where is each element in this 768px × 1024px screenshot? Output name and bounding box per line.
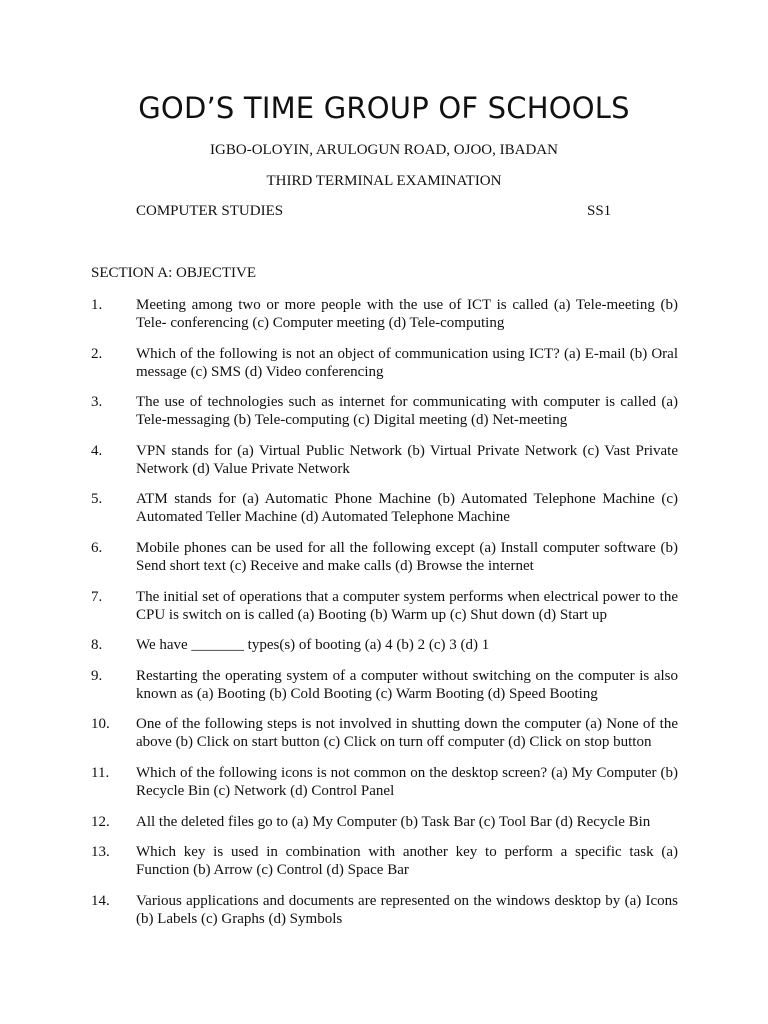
question-number: 1.	[91, 297, 103, 313]
question-text: Various applications and documents are represented on the windows desktop by (a) Icons (b) Labels (c) Graphs (d) Symbols	[136, 892, 678, 927]
question-number: 9.	[91, 667, 103, 684]
question-text: The initial set of operations that a computer system performs when electrical power to the CPU is switch on is called (a) Booting (b) Warm up (c) Shut down (d) Start up	[136, 588, 678, 623]
question-item	[91, 296, 678, 332]
school-address: IGBO-OLOYIN, ARULOGUN ROAD, OJOO, IBADAN	[210, 142, 558, 158]
question-item	[91, 442, 678, 478]
question-number: 12.	[91, 813, 110, 830]
question-text: We have _______ types(s) of booting (a) 4 (b) 2 (c) 3 (d) 1	[136, 637, 490, 654]
question-text: Which of the following icons is not common on the desktop screen? (a) My Computer (b) Recycle Bin (c) Network (d) Control Panel	[136, 764, 678, 799]
question-text: Which of the following is not an object of communication using ICT? (a) E-mail (b) Oral message (c) SMS (d) Video conferencing	[136, 345, 678, 380]
question-text: Which key is used in combination with another key to perform a specific task (a) Function (b) Arrow (c) Control (d) Space Bar	[136, 844, 678, 879]
question-number: 4.	[91, 442, 103, 459]
question-text: ATM stands for (a) Automatic Phone Machine (b) Automated Telephone Machine (c) Automated Teller Machine (d) Automated Telephone Machine	[136, 491, 678, 526]
question-text: Restarting the operating system of a computer without switching on the computer is also known as (a) Booting (b) Cold Booting (c) Warm Booting (d) Speed Booting	[136, 667, 678, 702]
question-item	[91, 813, 678, 831]
question-item	[91, 764, 678, 800]
question-number: 14.	[91, 892, 110, 909]
section-title: SECTION A: OBJECTIVE	[91, 265, 256, 281]
class-label: SS1	[587, 203, 612, 219]
question-item	[91, 393, 678, 429]
exam-title: THIRD TERMINAL EXAMINATION	[266, 173, 502, 189]
question-number: 10.	[91, 716, 110, 733]
subject-label: COMPUTER STUDIES	[136, 203, 284, 219]
question-item	[91, 892, 678, 928]
question-number: 5.	[91, 491, 103, 508]
question-text: All the deleted files go to (a) My Computer (b) Task Bar (c) Tool Bar (d) Recycle Bin	[136, 813, 651, 830]
question-item	[91, 636, 678, 654]
question-item	[91, 667, 678, 703]
question-item	[91, 345, 678, 381]
question-text: Meeting among two or more people with the use of ICT is called (a) Tele-meeting (b) Tele- conferencing (c) Computer meeting (d) Tele-computing	[136, 297, 678, 331]
question-number: 13.	[91, 844, 110, 861]
question-item	[91, 843, 678, 879]
question-number: 7.	[91, 588, 103, 605]
question-item	[91, 588, 678, 624]
question-text: Mobile phones can be used for all the following except (a) Install computer software (b) Send short text (c) Receive and make calls (d) Browse the internet	[136, 539, 678, 574]
question-number: 6.	[91, 539, 103, 556]
school-name: GOD’S TIME GROUP OF SCHOOLS	[138, 91, 630, 125]
question-text: One of the following steps is not involved in shutting down the computer (a) None of the above (b) Click on start button (c) Click on turn off computer (d) Click on stop button	[136, 716, 678, 751]
question-list	[91, 296, 678, 940]
question-item	[91, 539, 678, 575]
question-text: VPN stands for (a) Virtual Public Network (b) Virtual Private Network (c) Vast Private Network (d) Value Private Network	[136, 442, 678, 477]
question-number: 11.	[91, 764, 110, 781]
question-number: 8.	[91, 637, 103, 654]
question-item	[91, 490, 678, 526]
question-number: 3.	[91, 394, 103, 411]
question-text: The use of technologies such as internet for communicating with computer is called (a) Tele-messaging (b) Tele-computing (c) Digital meeting (d) Net-meeting	[136, 394, 678, 429]
question-number: 2.	[91, 345, 103, 362]
question-item	[91, 715, 678, 751]
